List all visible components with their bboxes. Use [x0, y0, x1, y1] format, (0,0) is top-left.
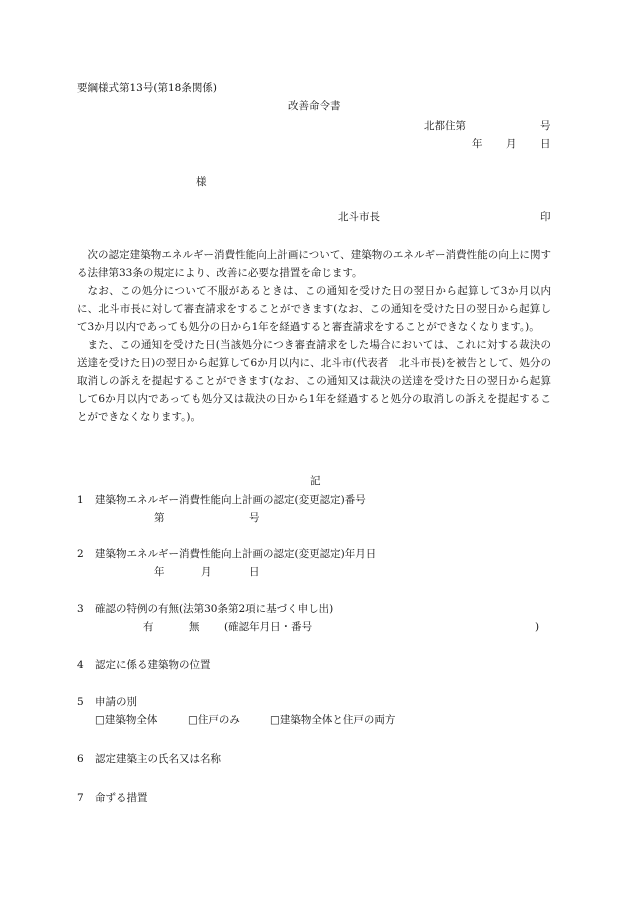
item-3: [77, 602, 333, 616]
item-2-day: 日: [249, 566, 260, 578]
item-6-number: 6: [77, 753, 84, 765]
addressee-suffix: 様: [196, 176, 207, 188]
issuer-name: 北斗市長: [338, 211, 380, 223]
item-1-label: 建築物エネルギー消費性能向上計画の認定(変更認定)番号: [95, 494, 366, 506]
item-4: [77, 658, 211, 672]
item-1: [77, 493, 366, 507]
item-3-yes: 有: [143, 621, 154, 633]
item-3-number: 3: [77, 603, 84, 615]
option-both[interactable]: □建築物全体と住戸の両方: [270, 714, 396, 726]
item-7-label: 命ずる措置: [95, 792, 148, 804]
item-4-number: 4: [77, 659, 84, 671]
option-whole-building[interactable]: □建築物全体: [95, 714, 158, 726]
doc-date-year: 年: [472, 138, 483, 150]
doc-ref-prefix: 北都住第: [424, 120, 466, 132]
item-3-close: ): [535, 621, 540, 633]
form-number: 要綱様式第13号(第18条関係): [77, 82, 217, 94]
doc-date-day: 日: [540, 138, 551, 150]
item-3-confirm: (確認年月日・番号: [224, 621, 313, 633]
doc-ref-suffix: 号: [540, 120, 551, 132]
ki-heading: 記: [310, 475, 321, 487]
item-5-label: 申請の別: [95, 696, 137, 708]
body-text: [77, 246, 551, 426]
item-1-dai: 第: [154, 512, 165, 524]
item-2-number: 2: [77, 548, 84, 560]
item-3-no: 無: [189, 621, 200, 633]
item-2-label: 建築物エネルギー消費性能向上計画の認定(変更認定)年月日: [95, 548, 377, 560]
document-title: 改善命令書: [288, 100, 341, 112]
item-7: [77, 791, 148, 805]
item-5-number: 5: [77, 696, 84, 708]
item-1-go: 号: [249, 512, 260, 524]
body-paragraph-2: なお、この処分について不服があるときは、この通知を受けた日の翌日から起算して3か月以内に、北斗市長に対して審査請求をすることができます(なお、この通知を受けた日の翌日から起算して3か月以内であっても処分の日から1年を経過すると審査請求をすることができなくなります。)。: [77, 285, 551, 333]
body-paragraph-3: また、この通知を受けた日(当該処分につき審査請求をした場合においては、これに対する裁決の送達を受けた日)の翌日から起算して6か月以内に、北斗市(代表者 北斗市長)を被告として、処分の取消しの訴えを提起することができます(なお、この通知又は裁決の送達を受けた日の翌日から起算して6か月以内であっても処分又は裁決の日から1年を経過すると処分の取消しの訴えを提起することができなくなります。)。: [77, 339, 551, 423]
body-paragraph-1: 次の認定建築物エネルギー消費性能向上計画について、建築物のエネルギー消費性能の向上に関する法律第33条の規定により、改善に必要な措置を命じます。: [77, 249, 551, 279]
item-5: [77, 695, 137, 709]
item-1-number: 1: [77, 494, 84, 506]
item-2: [77, 547, 376, 561]
doc-date-month: 月: [506, 138, 517, 150]
item-2-year: 年: [154, 566, 165, 578]
item-4-label: 認定に係る建築物の位置: [95, 659, 211, 671]
item-6: [77, 752, 221, 766]
issuer-seal: 印: [540, 211, 551, 223]
item-2-month: 月: [201, 566, 212, 578]
option-dwelling-only[interactable]: □住戸のみ: [188, 714, 240, 726]
item-6-label: 認定建築主の氏名又は名称: [95, 753, 221, 765]
item-7-number: 7: [77, 792, 84, 804]
item-3-label: 確認の特例の有無(法第30条第2項に基づく申し出): [95, 603, 334, 615]
